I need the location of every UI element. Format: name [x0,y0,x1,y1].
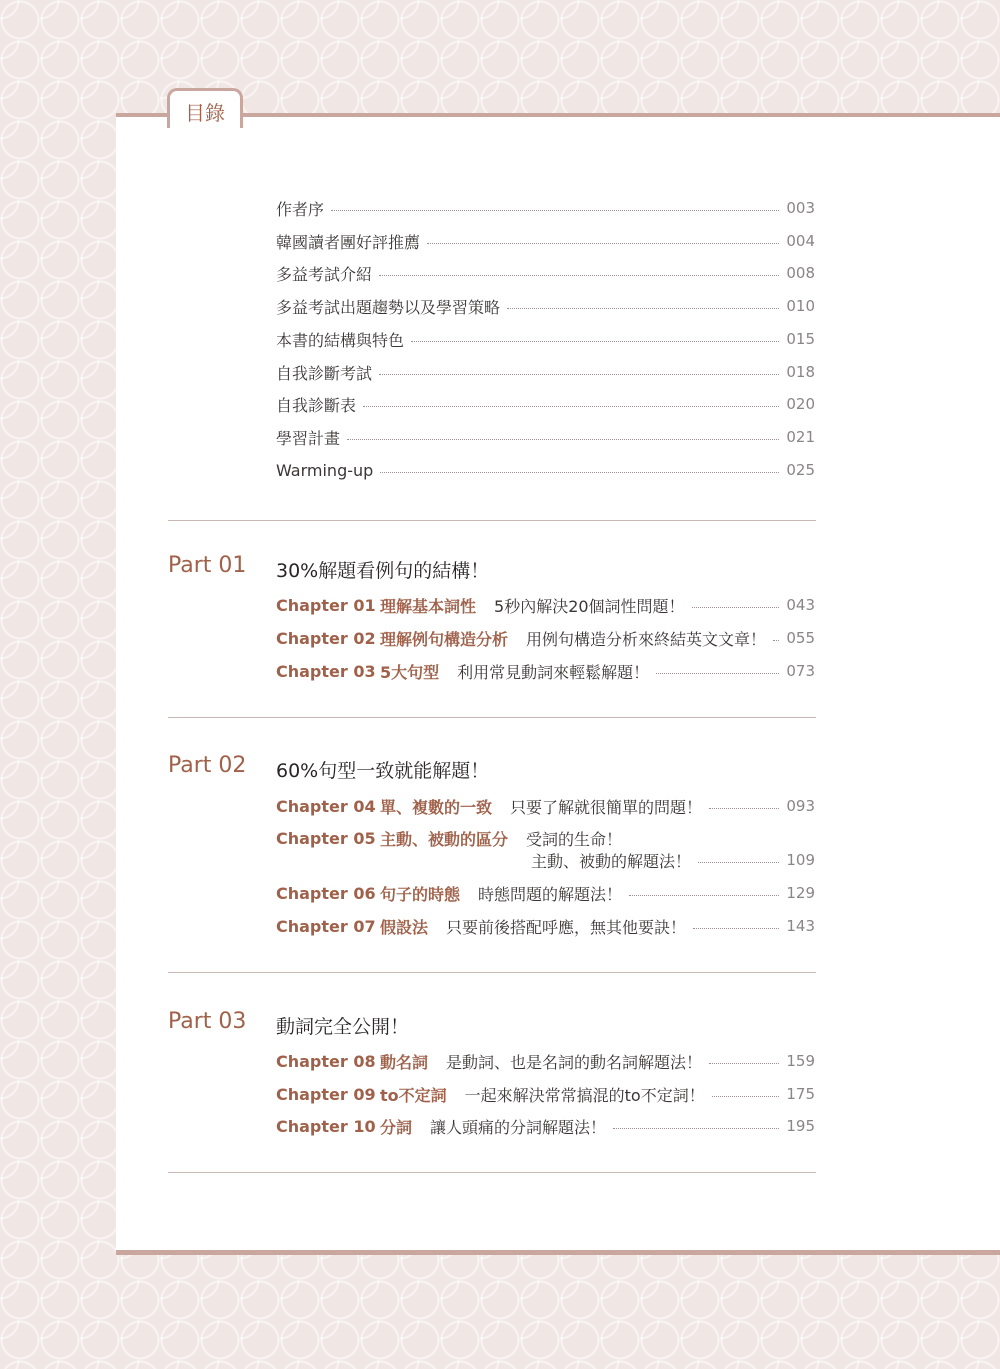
chapter-desc: 受詞的生命！ [526,829,623,849]
toc-entry-page: 020 [786,395,815,413]
toc-entry-page: 015 [786,330,815,348]
chapter-entry[interactable] [276,826,815,850]
leader-dots [507,308,779,309]
chapter-page: 159 [786,1052,815,1070]
chapter-label: Chapter 07 [276,916,376,936]
section-divider [168,972,816,973]
chapter-page: 043 [786,596,815,614]
leader-dots [692,607,780,608]
leader-dots [709,808,779,809]
toc-entry[interactable] [276,425,815,449]
leader-dots [331,210,779,211]
part-title[interactable]: 30%解題看例句的結構！ [276,560,490,582]
chapter-title: 句子的時態 [380,884,461,904]
section-divider [168,717,816,718]
chapter-entry[interactable] [276,794,815,818]
toc-entry[interactable] [276,294,815,318]
leader-dots [712,1096,780,1097]
chapter-label: Chapter 02 [276,628,376,648]
part-label: Part 01 [168,553,247,578]
chapter-label: Chapter 05 [276,828,376,848]
chapter-desc-line2: 主動、被動的解題法！ [531,851,692,871]
toc-entry[interactable] [276,392,815,416]
part-label: Part 03 [168,1009,247,1034]
section-divider [168,520,816,521]
toc-entry-page: 010 [786,297,815,315]
toc-entry-page: 021 [786,428,815,446]
chapter-entry[interactable] [276,914,815,938]
chapter-title: 理解基本詞性 [380,596,477,616]
toc-entry-title: 多益考試出題趨勢以及學習策略 [276,297,501,317]
toc-entry[interactable] [276,196,815,220]
leader-dots [411,341,779,342]
chapter-entry[interactable] [276,881,815,905]
chapter-title: 分詞 [380,1117,413,1137]
leader-dots [656,673,779,674]
chapter-entry-continuation[interactable] [531,848,815,872]
top-rule [116,113,1000,117]
part-label: Part 02 [168,753,247,778]
chapter-desc: 一起來解決常常搞混的to不定詞！ [464,1085,705,1105]
toc-entry-title: 韓國讀者團好評推薦 [276,232,421,252]
chapter-page: 055 [786,629,815,647]
chapter-desc: 時態問題的解題法！ [478,884,623,904]
chapter-entry[interactable] [276,593,815,617]
toc-entry[interactable] [276,360,815,384]
chapter-page: 129 [786,884,815,902]
chapter-title: to不定詞 [380,1085,447,1105]
chapter-label: Chapter 09 [276,1084,376,1104]
leader-dots [693,928,779,929]
chapter-label: Chapter 08 [276,1051,376,1071]
chapter-entry[interactable] [276,1049,815,1073]
toc-entry-title: 自我診斷考試 [276,363,373,383]
toc-entry[interactable] [276,229,815,253]
chapter-entry[interactable] [276,626,815,650]
leader-dots [709,1063,779,1064]
toc-entry-title: Warming-up [276,460,374,480]
toc-entry-page: 018 [786,363,815,381]
chapter-title: 假設法 [380,917,429,937]
leader-dots [379,275,779,276]
chapter-label: Chapter 03 [276,661,376,681]
leader-dots [698,862,779,863]
section-divider [168,1172,816,1173]
toc-entry[interactable] [276,327,815,351]
chapter-page: 175 [786,1085,815,1103]
toc-entry[interactable] [276,261,815,285]
chapter-label: Chapter 01 [276,595,376,615]
part-title[interactable]: 動詞完全公開！ [276,1016,410,1038]
chapter-title: 5大句型 [380,662,440,682]
chapter-desc: 是動詞、也是名詞的動名詞解題法！ [446,1052,703,1072]
chapter-entry[interactable] [276,1114,815,1138]
chapter-page: 073 [786,662,815,680]
chapter-page: 109 [786,851,815,869]
toc-entry-page: 025 [786,461,815,479]
toc-entry-title: 多益考試介紹 [276,264,373,284]
toc-entry-title: 學習計畫 [276,428,341,448]
bottom-rule [116,1250,1000,1255]
leader-dots [427,243,779,244]
toc-entry-page: 003 [786,199,815,217]
chapter-desc: 讓人頭痛的分詞解題法！ [430,1117,607,1137]
chapter-page: 195 [786,1117,815,1135]
chapter-label: Chapter 04 [276,796,376,816]
leader-dots [629,895,779,896]
chapter-desc: 只要了解就很簡單的問題！ [510,797,703,817]
chapter-label: Chapter 06 [276,883,376,903]
part-title[interactable]: 60%句型一致就能解題！ [276,760,490,782]
chapter-desc: 只要前後搭配呼應，無其他要訣！ [446,917,687,937]
leader-dots [363,406,779,407]
leader-dots [347,439,779,440]
toc-entry-title: 作者序 [276,199,325,219]
chapter-desc: 利用常見動詞來輕鬆解題！ [457,662,650,682]
chapter-desc: 用例句構造分析來終結英文文章！ [526,629,767,649]
leader-dots [379,374,779,375]
leader-dots [773,640,779,641]
chapter-title: 主動、被動的區分 [380,829,509,849]
chapter-desc: 5秒內解決20個詞性問題！ [494,596,685,616]
toc-entry[interactable] [276,458,815,482]
chapter-title: 動名詞 [380,1052,429,1072]
toc-entry-title: 自我診斷表 [276,395,357,415]
toc-entry-title: 本書的結構與特色 [276,330,405,350]
chapter-entry[interactable] [276,1082,815,1106]
leader-dots [380,472,779,473]
chapter-entry[interactable] [276,659,815,683]
toc-entry-page: 008 [786,264,815,282]
toc-entry-page: 004 [786,232,815,250]
leader-dots [613,1128,779,1129]
chapter-title: 單、複數的一致 [380,797,493,817]
chapter-page: 143 [786,917,815,935]
chapter-label: Chapter 10 [276,1116,376,1136]
chapter-title: 理解例句構造分析 [380,629,509,649]
chapter-page: 093 [786,797,815,815]
contents-tab: 目錄 [167,88,243,128]
